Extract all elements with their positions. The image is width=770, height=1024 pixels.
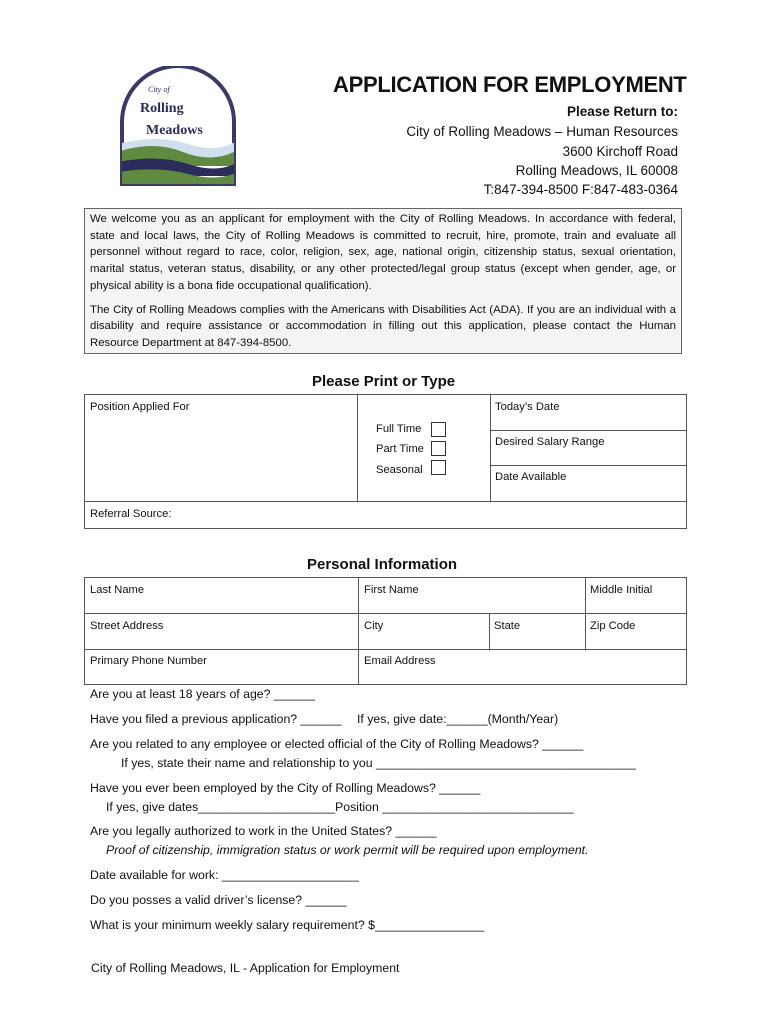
street-address-field[interactable]: Street Address [90, 620, 164, 632]
question-age[interactable]: Are you at least 18 years of age? ______ [90, 687, 315, 701]
question-date-available[interactable]: Date available for work: ____________________ [90, 868, 359, 882]
primary-phone-field[interactable]: Primary Phone Number [90, 655, 207, 667]
referral-source-field[interactable]: Referral Source: [90, 508, 172, 520]
return-city: Rolling Meadows, IL 60008 [515, 163, 678, 178]
proof-note: Proof of citizenship, immigration status or work permit will be required upon employment. [106, 843, 589, 857]
position-applied-field[interactable]: Position Applied For [90, 401, 190, 413]
city-logo [118, 66, 238, 186]
return-label: Please Return to: [566, 104, 678, 119]
desired-salary-field[interactable]: Desired Salary Range [495, 436, 605, 448]
intro-paragraph-2: The City of Rolling Meadows complies with the Americans with Disabilities Act (ADA). If you are an individual with a disability and require assistance or accommodation in filling out this application, please contact the Human Resource Department at 847-394-8500. [90, 303, 676, 349]
last-name-field[interactable]: Last Name [90, 584, 145, 596]
part-time-checkbox[interactable] [431, 441, 446, 456]
return-street: 3600 Kirchoff Road [562, 144, 678, 159]
seasonal-label: Seasonal [376, 464, 423, 476]
question-previous-date[interactable]: If yes, give date:______(Month/Year) [357, 712, 559, 726]
question-related[interactable]: Are you related to any employee or elected official of the City of Rolling Meadows? ______ [90, 737, 584, 751]
question-employed-detail[interactable]: If yes, give dates____________________Position ____________________________ [106, 800, 574, 814]
full-time-checkbox[interactable] [431, 422, 446, 437]
first-name-field[interactable]: First Name [364, 584, 419, 596]
question-license[interactable]: Do you posses a valid driver’s license? ______ [90, 893, 347, 907]
zip-code-field[interactable]: Zip Code [590, 620, 636, 632]
page-title: APPLICATION FOR EMPLOYMENT [333, 72, 687, 97]
city-field[interactable]: City [364, 620, 384, 632]
date-available-field[interactable]: Date Available [495, 471, 567, 483]
email-field[interactable]: Email Address [364, 655, 436, 667]
middle-initial-field[interactable]: Middle Initial [590, 584, 653, 596]
full-time-label: Full Time [376, 423, 422, 435]
personal-table [84, 577, 687, 685]
intro-box [84, 208, 682, 354]
return-org: City of Rolling Meadows – Human Resources [406, 124, 678, 139]
question-related-detail[interactable]: If yes, state their name and relationship to you ______________________________________ [121, 756, 636, 770]
logo-line2: Meadows [146, 123, 203, 138]
return-phones: T:847-394-8500 F:847-483-0364 [483, 182, 678, 197]
seasonal-checkbox[interactable] [431, 460, 446, 475]
logo-small-text: City of [148, 85, 170, 94]
logo-line1: Rolling [140, 101, 184, 116]
print-type-heading: Please Print or Type [312, 373, 456, 390]
question-salary[interactable]: What is your minimum weekly salary requirement? $________________ [90, 918, 485, 932]
state-field[interactable]: State [494, 620, 521, 632]
intro-paragraph-1: We welcome you as an applicant for employment with the City of Rolling Meadows. In accordance with federal, state and local laws, the City of Rolling Meadows is committed to recruit, hire, promote, train and evaluate all personnel without regard to race, color, religion, sex, age, national origin, citizenship status, sexual orientation, marital status, veteran status, disability, or any other protected/legal group status (except when gender, age, or physical ability is a bona fide occupational qualification). [90, 213, 676, 292]
part-time-label: Part Time [376, 443, 424, 455]
question-previous-application[interactable]: Have you filed a previous application? ______ [90, 712, 342, 726]
question-authorized[interactable]: Are you legally authorized to work in the United States? ______ [90, 824, 437, 838]
todays-date-field[interactable]: Today’s Date [495, 401, 560, 413]
personal-info-heading: Personal Information [307, 556, 458, 573]
position-table [84, 394, 687, 529]
page-footer: City of Rolling Meadows, IL - Application for Employment [91, 961, 400, 975]
question-employed[interactable]: Have you ever been employed by the City of Rolling Meadows? ______ [90, 781, 481, 795]
